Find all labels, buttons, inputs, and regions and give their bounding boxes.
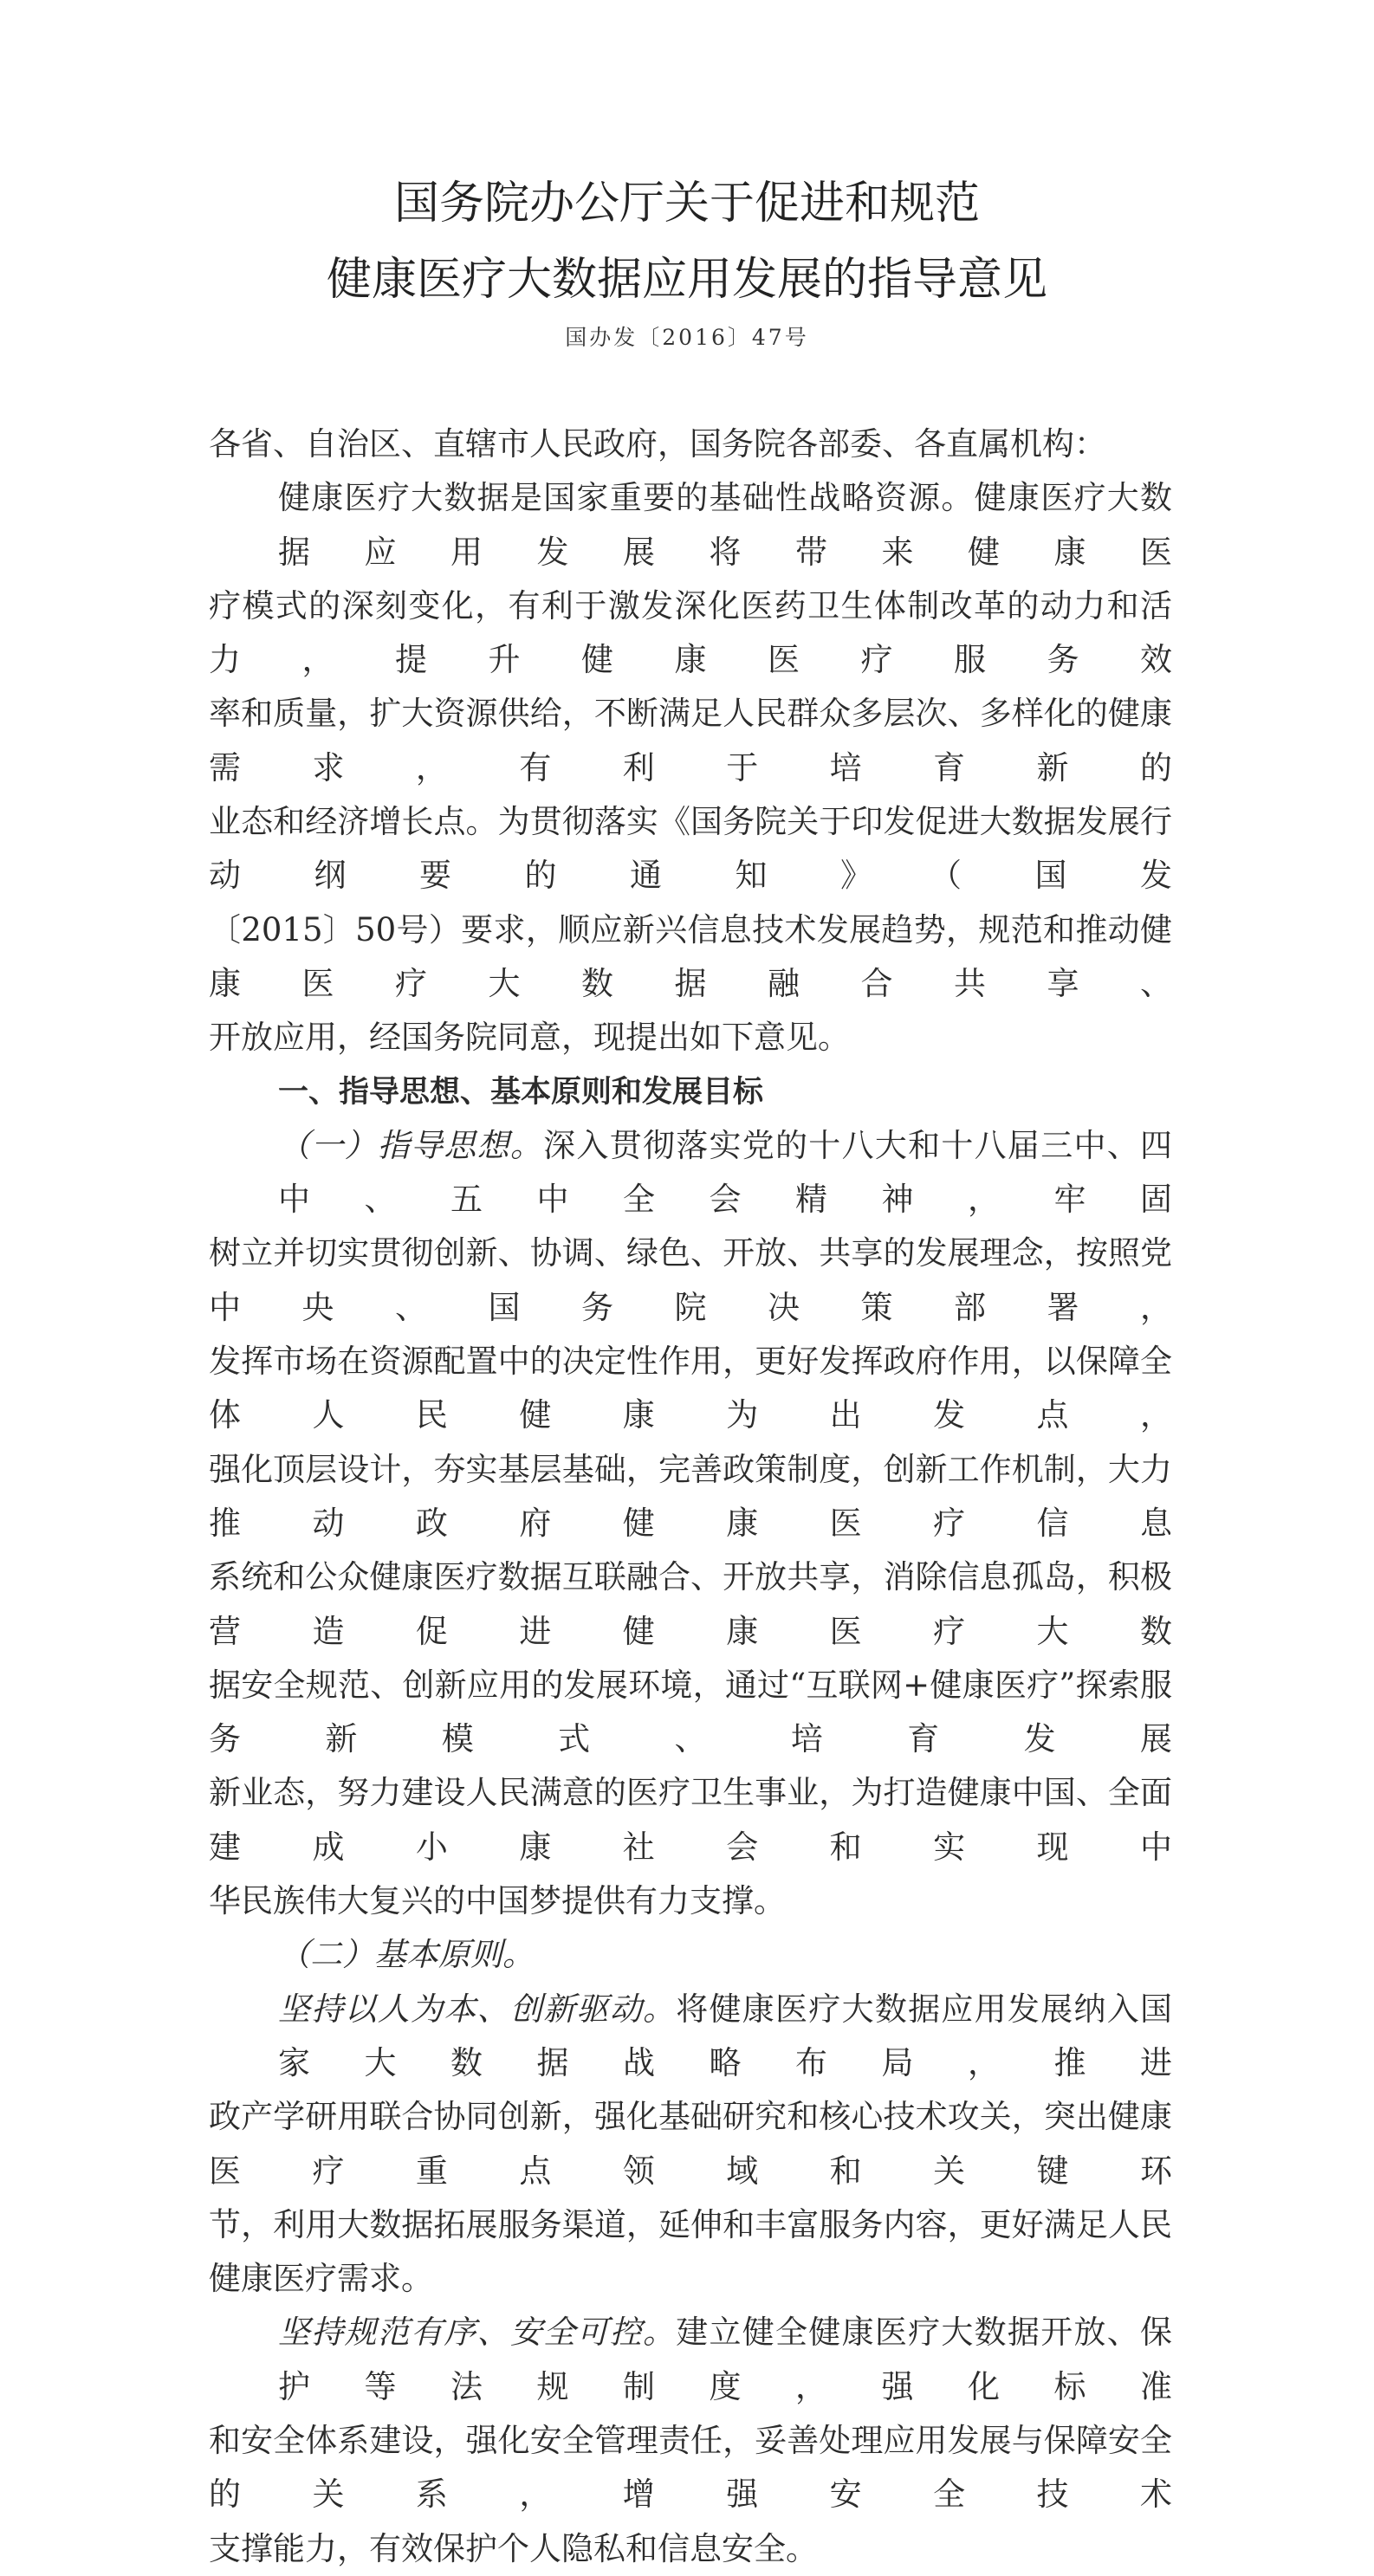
principle-line (209, 1983, 1172, 2091)
principle-line: 和安全体系建设，强化安全管理责任，妥善处理应用发展与保障安全的关系，增强安全技术 (209, 2421, 1172, 2514)
intro-line: 率和质量，扩大资源供给，不断满足人民群众多层次、多样化的健康需求，有利于培育新的 (209, 695, 1172, 786)
section-heading: 一、指导思想、基本原则和发展目标 (278, 1074, 764, 1110)
intro-line: 健康医疗大数据是国家重要的基础性战略资源。健康医疗大数据应用发展将带来健康医 (278, 479, 1172, 571)
guiding-line: 系统和公众健康医疗数据互联融合、开放共享，消除信息孤岛，积极营造促进健康医疗大数 (209, 1558, 1172, 1650)
intro-line: 业态和经济增长点。为贯彻落实《国务院关于印发促进大数据发展行动纲要的通知》（国发 (209, 803, 1172, 895)
document-title-line-2: 健康医疗大数据应用发展的指导意见 (326, 254, 1047, 306)
principle-line: 政产学研用联合协同创新，强化基础研究和核心技术攻关，突出健康医疗重点领域和关键环 (209, 2098, 1172, 2190)
guiding-line: 新业态，努力建设人民满意的医疗卫生事业，为打造健康中国、全面建成小康社会和实现中 (209, 1774, 1172, 1866)
intro-line: 〔2015〕50号）要求，顺应新兴信息技术发展趋势，规范和推动健康医疗大数据融合共享、 (209, 910, 1172, 1002)
paragraph-text: 建立健全健康医疗大数据开放、保护等法规制度，强化标准 (278, 2314, 1173, 2405)
subsection-heading: （二）基本原则。 (278, 1936, 535, 1974)
paragraph-text: 将健康医疗大数据应用发展纳入国家大数据战略布局，推进 (278, 1990, 1173, 2081)
principle-lead: 坚持规范有序、安全可控。 (278, 2314, 677, 2352)
document-title-line-1: 国务院办公厅关于促进和规范 (393, 178, 980, 230)
principle-line: 支撑能力，有效保护个人隐私和信息安全。 (209, 2529, 818, 2567)
subsection-lead: （一）指导思想。 (278, 1126, 544, 1164)
guiding-line: 据安全规范、创新应用的发展环境，通过“互联网+健康医疗”探索服务新模式、培育发展 (209, 1666, 1172, 1758)
guiding-line: 强化顶层设计，夯实基层基础，完善政策制度，创新工作机制，大力推动政府健康医疗信息 (209, 1450, 1172, 1542)
document-body (209, 417, 1172, 2576)
document-number: 国办发〔2016〕47号 (565, 325, 809, 350)
principle-line: 节，利用大数据拓展服务渠道，延伸和丰富服务内容，更好满足人民健康医疗需求。 (209, 2205, 1172, 2298)
principle-line (209, 2306, 1172, 2414)
intro-line: 疗模式的深刻变化，有利于激发深化医药卫生体制改革的动力和活力，提升健康医疗服务效 (209, 586, 1172, 679)
principle-lead: 坚持以人为本、创新驱动。 (278, 1990, 677, 2028)
guiding-line (209, 1119, 1172, 1227)
guiding-line: 华民族伟大复兴的中国梦提供有力支撑。 (209, 1882, 786, 1920)
intro-line: 开放应用，经国务院同意，现提出如下意见。 (209, 1019, 850, 1057)
guiding-line: 发挥市场在资源配置中的决定性作用，更好发挥政府作用，以保障全体人民健康为出发点， (209, 1343, 1172, 1434)
guiding-line: 树立并切实贯彻创新、协调、绿色、开放、共享的发展理念，按照党中央、国务院决策部署， (209, 1234, 1172, 1326)
paragraph-text: 深入贯彻落实党的十八大和十八届三中、四中、五中全会精神，牢固 (278, 1126, 1173, 1219)
salutation: 各省、自治区、直辖市人民政府，国务院各部委、各直属机构： (209, 425, 1106, 463)
